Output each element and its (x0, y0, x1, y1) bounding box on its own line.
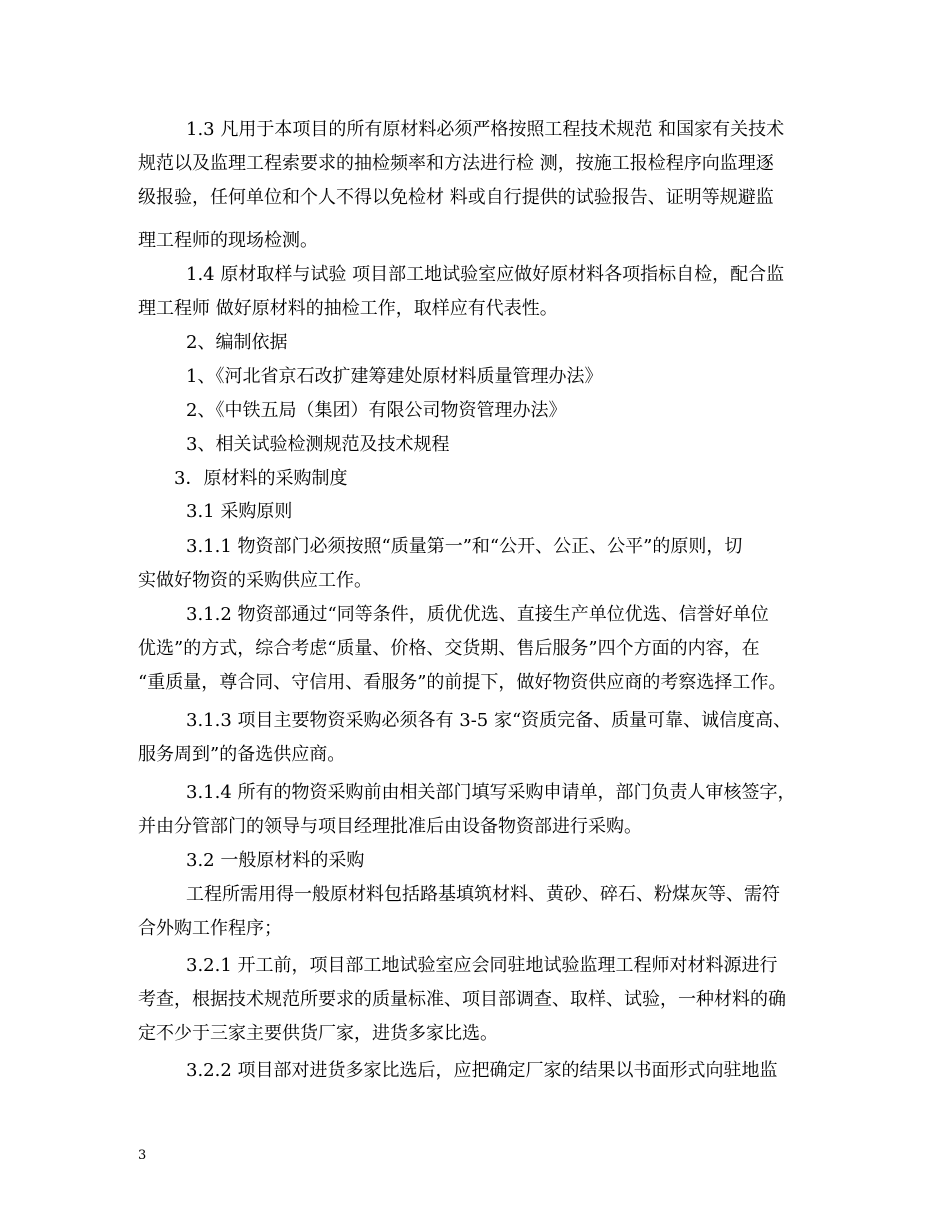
subsection-heading: 3.2 一般原材料的采购 (186, 850, 365, 871)
paragraph-line: 1.4 原材取样与试验 项目部工地试验室应做好原材料各项指标自检，配合监 (186, 264, 785, 285)
paragraph-line: 合外购工作程序； (138, 918, 282, 939)
section-heading: 3．原材料的采购制度 (174, 468, 348, 489)
list-item: 3、相关试验检测规范及技术规程 (186, 434, 450, 455)
paragraph-line: 3.1.1 物资部门必须按照“质量第一”和“公开、公正、公平”的原则，切 (186, 536, 743, 557)
paragraph-line: 级报验，任何单位和个人不得以免检材 料或自行提供的试验报告、证明等规避监 (138, 187, 774, 208)
paragraph-line: 规范以及监理工程索要求的抽检频率和方法进行检 测，按施工报检程序向监理逐 (138, 153, 774, 174)
paragraph-line: 3.2.1 开工前，项目部工地试验室应会同驻地试验监理工程师对材料源进行 (186, 955, 778, 976)
section-heading: 2、编制依据 (186, 332, 288, 353)
paragraph-line: 3.1.3 项目主要物资采购必须各有 3-5 家“资质完备、质量可靠、诚信度高、 (186, 710, 792, 731)
paragraph-line: 考查，根据技术规范所要求的质量标准、项目部调查、取样、试验，一种材料的确 (138, 989, 786, 1010)
subsection-heading: 3.1 采购原则 (186, 501, 293, 522)
paragraph-line: 优选”的方式，综合考虑“质量、价格、交货期、售后服务”四个方面的内容，在 (138, 638, 760, 659)
paragraph-line: 工程所需用得一般原材料包括路基填筑材料、黄砂、碎石、粉煤灰等、需符 (186, 884, 780, 905)
page-number: 3 (138, 1148, 147, 1163)
paragraph-line: 3.1.4 所有的物资采购前由相关部门填写采购申请单，部门负责人审核签字， (186, 782, 796, 803)
paragraph-line: 理工程师的现场检测。 (138, 230, 318, 251)
paragraph-line: 3.1.2 物资部通过“同等条件，质优优选、直接生产单位优选、信誉好单位 (186, 604, 769, 625)
paragraph-line: 实做好物资的采购供应工作。 (138, 570, 372, 591)
list-item: 2、《中铁五局（集团）有限公司物资管理办法》 (186, 400, 567, 421)
paragraph-line: 服务周到”的备选供应商。 (138, 744, 346, 765)
paragraph-line: 1.3 凡用于本项目的所有原材料必须严格按照工程技术规范 和国家有关技术 (186, 119, 785, 140)
paragraph-line: “重质量，尊合同、守信用、看服务”的前提下，做好物资供应商的考察选择工作。 (138, 672, 787, 693)
paragraph-line: 定不少于三家主要供货厂家，进货多家比选。 (138, 1023, 498, 1044)
paragraph-line: 理工程师 做好原材料的抽检工作，取样应有代表性。 (138, 298, 558, 319)
paragraph-line: 3.2.2 项目部对进货多家比选后，应把确定厂家的结果以书面形式向驻地监 (186, 1060, 778, 1081)
paragraph-line: 并由分管部门的领导与项目经理批准后由设备物资部进行采购。 (138, 816, 642, 837)
list-item: 1、《河北省京石改扩建筹建处原材料质量管理办法》 (186, 366, 603, 387)
